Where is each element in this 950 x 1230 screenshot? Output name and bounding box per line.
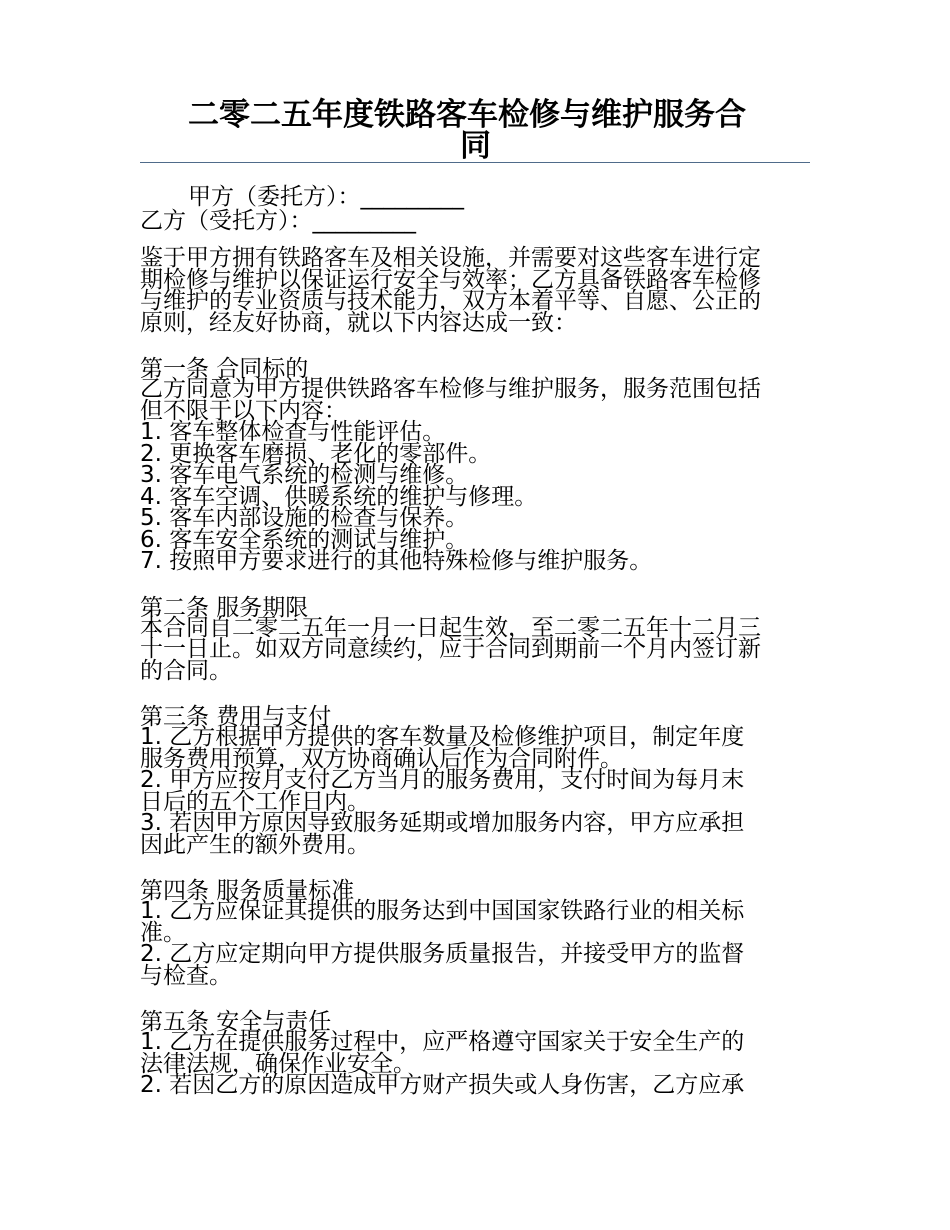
intro-paragraph [140, 245, 812, 336]
section-line: 法律法规，确保作业安全。 [140, 1050, 416, 1077]
section-heading: 第二条 服务期限 [140, 594, 309, 621]
section-heading: 第三条 费用与支付 [140, 704, 332, 730]
section-line: 的合同。 [140, 657, 232, 684]
section-line: 服务费用预算，双方协商确认后作为合同附件。 [140, 745, 623, 772]
list-item: 1. 客车整体检查与性能评估。 [140, 419, 446, 445]
document-page [140, 0, 812, 1097]
section-line: 因此产生的额外费用。 [140, 831, 370, 858]
list-item: 2. 更换客车磨损、老化的零部件。 [140, 440, 492, 467]
section-line: 2. 甲方应按月支付乙方当月的服务费用，支付时间为每月末 [140, 767, 745, 793]
parties-block [140, 185, 812, 233]
list-item: 3. 客车电气系统的检测与维修。 [140, 462, 469, 488]
section-line: 日后的五个工作日内。 [140, 788, 370, 815]
section-5 [140, 1009, 812, 1098]
section-line: 3. 若因甲方原因导致服务延期或增加服务内容，甲方应承担 [140, 810, 745, 836]
intro-line: 与维护的专业资质与技术能力，双方本着平等、自愿、公正的 [140, 288, 761, 314]
party-b-line: 乙方（受托方）：_________ [140, 208, 416, 234]
section-2 [140, 594, 812, 684]
intro-line: 鉴于甲方拥有铁路客车及相关设施，并需要对这些客车进行定 [140, 245, 761, 271]
section-line: 1. 乙方根据甲方提供的客车数量及检修维护项目，制定年度 [140, 724, 745, 750]
list-item: 7. 按照甲方要求进行的其他特殊检修与维护服务。 [140, 548, 653, 574]
list-item: 4. 客车空调、供暖系统的维护与修理。 [140, 483, 538, 510]
section-line: 十一日止。如双方同意续约，应于合同到期前一个月内签订新 [140, 636, 761, 662]
section-line: 准。 [140, 919, 186, 946]
intro-line: 期检修与维护以保证运行安全与效率；乙方具备铁路客车检修 [140, 266, 761, 293]
section-heading: 第五条 安全与责任 [140, 1009, 332, 1035]
document-title [140, 97, 812, 164]
section-heading: 第一条 合同标的 [140, 356, 309, 382]
section-line: 但不限于以下内容： [140, 397, 347, 424]
section-1 [140, 356, 812, 574]
title-line-1: 二零二五年度铁路客车检修与维护服务合 [188, 97, 746, 133]
section-line: 与检查。 [140, 962, 232, 989]
section-line: 1. 乙方应保证其提供的服务达到中国国家铁路行业的相关标 [140, 898, 745, 924]
section-line: 1. 乙方在提供服务过程中，应严格遵守国家关于安全生产的 [140, 1029, 745, 1055]
section-line: 2. 若因乙方的原因造成甲方财产损失或人身伤害，乙方应承 [140, 1072, 745, 1098]
party-a-line: 甲方（委托方）：_________ [188, 184, 464, 210]
section-heading: 第四条 服务质量标准 [140, 878, 355, 904]
section-line: 乙方同意为甲方提供铁路客车检修与维护服务，服务范围包括 [140, 376, 761, 402]
list-item: 6. 客车安全系统的测试与维护。 [140, 526, 469, 553]
section-line: 本合同自二零二五年一月一日起生效，至二零二五年十二月三 [140, 614, 761, 641]
intro-line: 原则，经友好协商，就以下内容达成一致： [140, 309, 577, 336]
title-line-2: 同 [460, 128, 491, 164]
list-item: 5. 客车内部设施的检查与保养。 [140, 505, 469, 531]
section-line: 2. 乙方应定期向甲方提供服务质量报告，并接受甲方的监督 [140, 941, 745, 967]
section-4 [140, 878, 812, 989]
section-3 [140, 704, 812, 858]
